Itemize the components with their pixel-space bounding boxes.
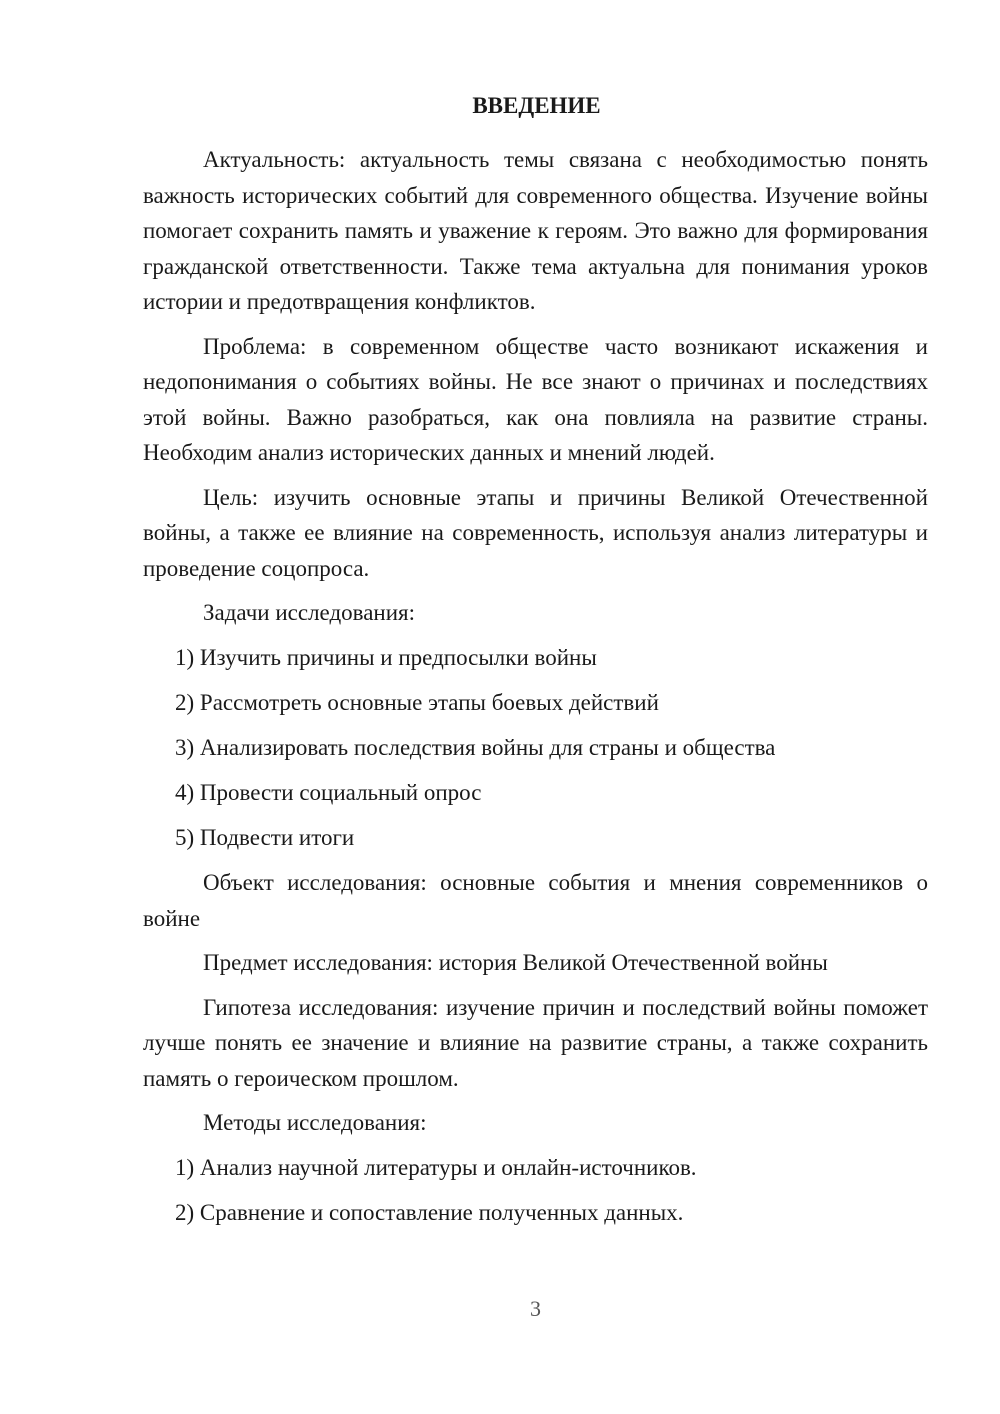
problem-paragraph: Проблема: в современном обществе часто возникают искажения и недопонимания о событиях войны. Не все знают о причинах и последствиях этой войны. Важно разобраться, как она повлияла на развитие страны. Необходим анализ исторических данных и мнений людей.: [143, 333, 928, 465]
page-content: [143, 92, 928, 1240]
task-item: 1) Изучить причины и предпосылки войны: [175, 645, 597, 670]
task-item: 5) Подвести итоги: [175, 825, 355, 850]
method-item: 1) Анализ научной литературы и онлайн-источников.: [175, 1155, 697, 1180]
task-item: 4) Провести социальный опрос: [175, 780, 482, 805]
subject-paragraph: Предмет исследования: история Великой Отечественной войны: [203, 950, 828, 975]
object-paragraph: Объект исследования: основные события и мнения современников о войне: [143, 870, 928, 931]
relevance-paragraph: Актуальность: актуальность темы связана с необходимостью понять важность исторических событий для современного общества. Изучение войны помогает сохранить память и уважение к героям. Это важно для формирования гражданской ответственности. Также тема актуальна для понимания уроков истории и предотвращения конфликтов.: [143, 147, 928, 314]
tasks-heading: Задачи исследования:: [203, 600, 416, 625]
goal-paragraph: Цель: изучить основные этапы и причины Великой Отечественной войны, а также ее влияние на современность, используя анализ литературы и проведение соцопроса.: [143, 484, 928, 581]
hypothesis-paragraph: Гипотеза исследования: изучение причин и последствий войны поможет лучше понять ее значение и влияние на развитие страны, а также сохранить память о героическом прошлом.: [143, 994, 928, 1091]
page-number: 3: [530, 1296, 541, 1321]
method-item: 2) Сравнение и сопоставление полученных данных.: [175, 1200, 684, 1225]
task-item: 3) Анализировать последствия войны для страны и общества: [175, 735, 776, 760]
methods-heading: Методы исследования:: [203, 1110, 427, 1135]
section-title: ВВЕДЕНИЕ: [472, 93, 601, 118]
task-item: 2) Рассмотреть основные этапы боевых действий: [175, 690, 659, 715]
